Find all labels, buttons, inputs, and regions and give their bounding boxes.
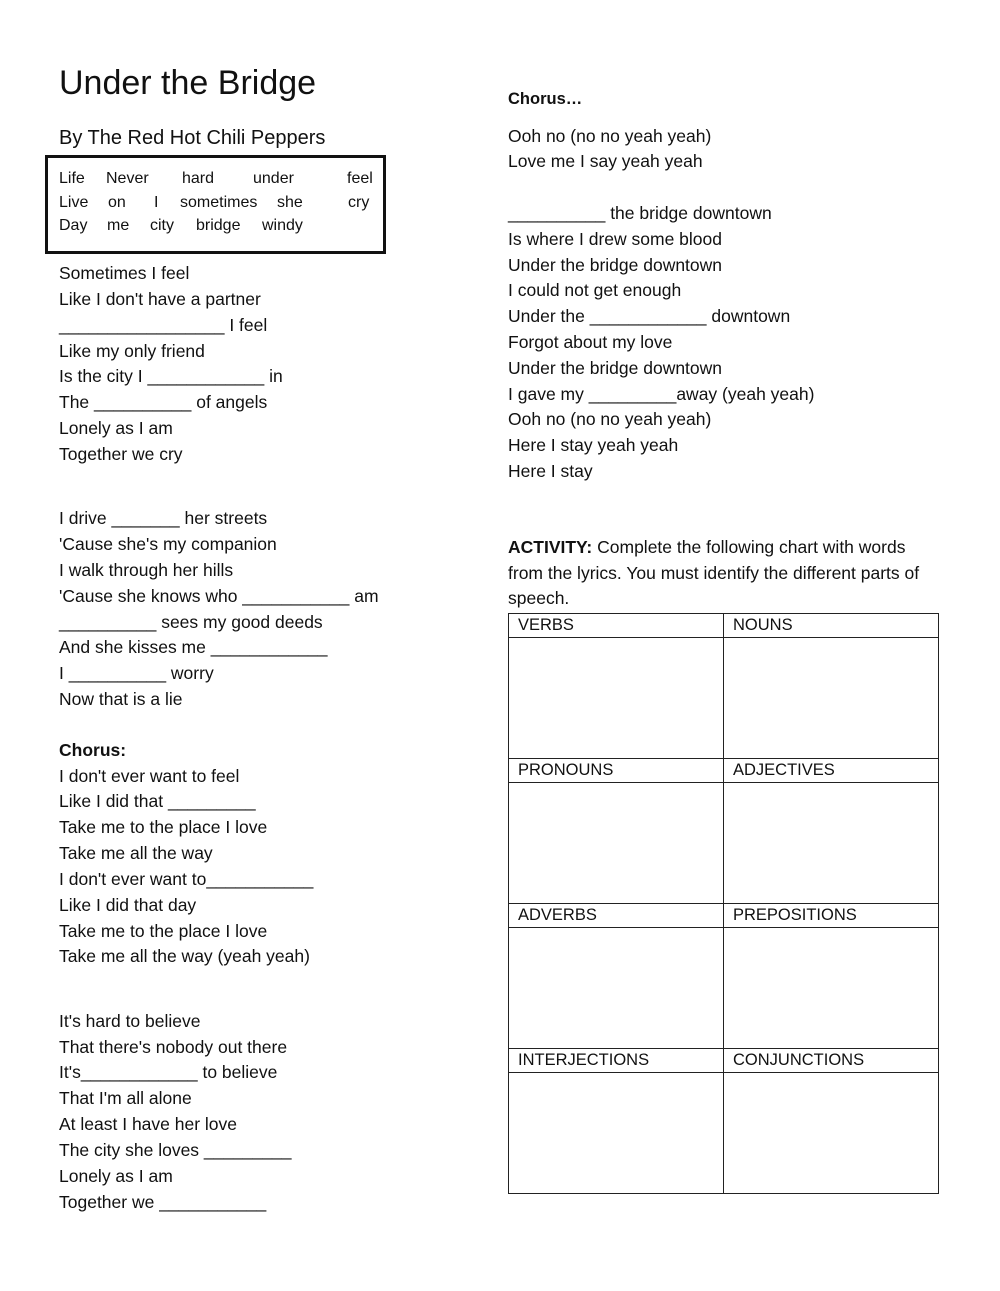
lyric-line: Take me all the way (yeah yeah): [59, 946, 310, 966]
chart-header-interjections: INTERJECTIONS: [509, 1049, 724, 1073]
lyric-line: I don't ever want to feel: [59, 766, 240, 786]
word-bank-word: Live: [59, 194, 89, 211]
word-bank-word: city: [150, 217, 174, 234]
chart-cell-pronouns[interactable]: [509, 783, 724, 904]
page-title: Under the Bridge: [59, 64, 317, 102]
lyric-line: I don't ever want to___________: [59, 869, 314, 889]
word-bank-word: Life: [59, 170, 85, 187]
parts-of-speech-chart: [508, 613, 939, 1194]
chart-cell-adjectives[interactable]: [724, 783, 939, 904]
chart-header-adjectives: ADJECTIVES: [724, 759, 939, 783]
lyric-line: Forgot about my love: [508, 332, 673, 352]
chart-cell-prepositions[interactable]: [724, 928, 939, 1049]
word-bank-word: under: [253, 170, 294, 187]
lyric-line: 'Cause she knows who ___________ am: [59, 586, 379, 606]
word-bank-word: windy: [262, 217, 303, 234]
word-bank-word: bridge: [196, 217, 241, 234]
chart-cell-verbs[interactable]: [509, 638, 724, 759]
lyric-line: Take me to the place I love: [59, 921, 268, 941]
activity-label: ACTIVITY:: [508, 537, 593, 557]
lyric-line: I gave my _________away (yeah yeah): [508, 384, 815, 404]
lyric-line: I walk through her hills: [59, 560, 234, 580]
chorus-heading: Chorus:: [59, 740, 127, 760]
chart-cell-adverbs[interactable]: [509, 928, 724, 1049]
lyric-line: I __________ worry: [59, 663, 214, 683]
lyric-line: It's hard to believe: [59, 1011, 201, 1031]
lyric-line: I drive _______ her streets: [59, 508, 268, 528]
word-bank-word: sometimes: [180, 194, 258, 211]
page-subtitle: By The Red Hot Chili Peppers: [59, 127, 326, 149]
chart-header-conjunctions: CONJUNCTIONS: [724, 1049, 939, 1073]
chart-header-pronouns: PRONOUNS: [509, 759, 724, 783]
lyric-line: Together we ___________: [59, 1192, 267, 1212]
lyric-line: Under the bridge downtown: [508, 358, 723, 378]
word-bank-word: she: [277, 194, 303, 211]
chart-header-nouns: NOUNS: [724, 614, 939, 638]
word-bank: [45, 155, 386, 254]
lyric-line: 'Cause she's my companion: [59, 534, 277, 554]
word-bank-word: on: [108, 194, 126, 211]
lyric-line: __________ sees my good deeds: [59, 612, 323, 632]
lyric-line: That I'm all alone: [59, 1088, 192, 1108]
lyric-line: Sometimes I feel: [59, 263, 190, 283]
word-bank-word: hard: [182, 170, 215, 187]
word-bank-word: me: [107, 217, 130, 234]
lyric-line: Is the city I ____________ in: [59, 366, 283, 386]
lyric-line: Like I don't have a partner: [59, 289, 261, 309]
lyric-line: __________ the bridge downtown: [508, 203, 772, 223]
chart-cell-conjunctions[interactable]: [724, 1073, 939, 1194]
activity-instructions: [508, 535, 938, 612]
lyric-line: At least I have her love: [59, 1114, 238, 1134]
lyric-line: The __________ of angels: [59, 392, 268, 412]
chart-cell-nouns[interactable]: [724, 638, 939, 759]
word-bank-word: Never: [106, 170, 149, 187]
lyric-line: Like I did that day: [59, 895, 197, 915]
chart-header-verbs: VERBS: [509, 614, 724, 638]
lyric-line: That there's nobody out there: [59, 1037, 288, 1057]
lyric-line: Ooh no (no no yeah yeah): [508, 409, 712, 429]
word-bank-word: I: [154, 194, 159, 211]
lyric-line: Love me I say yeah yeah: [508, 151, 703, 171]
lyric-line: Like I did that _________: [59, 791, 256, 811]
word-bank-word: feel: [347, 170, 373, 187]
lyric-line: Take me to the place I love: [59, 817, 268, 837]
lyric-line: And she kisses me ____________: [59, 637, 328, 657]
word-bank-word: Day: [59, 217, 88, 234]
lyric-line: Like my only friend: [59, 341, 205, 361]
chart-header-prepositions: PREPOSITIONS: [724, 904, 939, 928]
chart-cell-interjections[interactable]: [509, 1073, 724, 1194]
lyric-line: Is where I drew some blood: [508, 229, 722, 249]
lyric-line: The city she loves _________: [59, 1140, 292, 1160]
lyric-line: Together we cry: [59, 444, 183, 464]
lyric-line: Here I stay: [508, 461, 593, 481]
lyric-line: It's____________ to believe: [59, 1062, 278, 1082]
lyric-line: Take me all the way: [59, 843, 213, 863]
lyric-line: Here I stay yeah yeah: [508, 435, 679, 455]
lyric-line: Ooh no (no no yeah yeah): [508, 126, 712, 146]
lyric-line: I could not get enough: [508, 280, 682, 300]
lyric-line: Under the bridge downtown: [508, 255, 723, 275]
chorus-heading: Chorus…: [508, 90, 583, 108]
word-bank-word: cry: [348, 194, 370, 211]
lyric-line: Lonely as I am: [59, 1166, 173, 1186]
lyric-line: _________________ I feel: [59, 315, 268, 335]
chart-header-adverbs: ADVERBS: [509, 904, 724, 928]
activity-text: Complete the following chart with words from the lyrics. You must identify the different parts of speech.: [508, 537, 920, 608]
lyric-line: Now that is a lie: [59, 689, 183, 709]
lyric-line: Under the ____________ downtown: [508, 306, 791, 326]
lyric-line: Lonely as I am: [59, 418, 173, 438]
